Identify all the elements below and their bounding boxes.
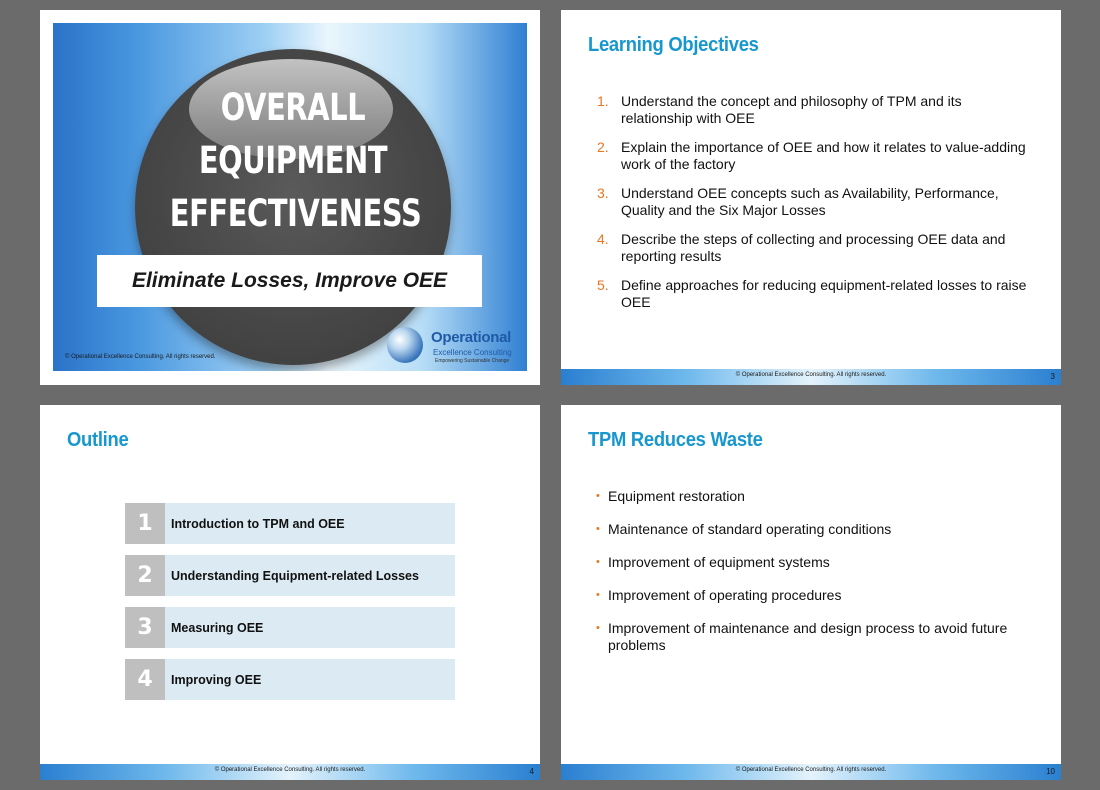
item-number: 5.: [597, 277, 609, 293]
list-item: [596, 620, 1036, 654]
cover-subtitle: Eliminate Losses, Improve OEE: [131, 269, 448, 292]
slide-footer: [561, 369, 1061, 385]
objectives-list: [597, 93, 1029, 323]
item-text: Maintenance of standard operating conditions: [608, 521, 892, 537]
item-number: 4.: [597, 231, 609, 247]
outline-number: 2: [125, 555, 165, 596]
globe-icon: [387, 327, 423, 363]
slide-title: TPM Reduces Waste: [588, 429, 763, 451]
list-item: [597, 139, 1029, 173]
outline-label: Introduction to TPM and OEE: [171, 516, 345, 531]
item-text: Define approaches for reducing equipment-related losses to raise OEE: [621, 277, 1027, 310]
item-number: 3.: [597, 185, 609, 201]
list-item: [597, 93, 1029, 127]
page-number: 10: [1046, 767, 1055, 776]
item-number: 2.: [597, 139, 609, 155]
cover-background: [53, 23, 527, 371]
outline-list: [125, 503, 455, 711]
bullet-icon: •: [596, 490, 600, 502]
slide-thumbnail-10[interactable]: [561, 405, 1061, 780]
page-number: 4: [529, 767, 534, 776]
item-text: Equipment restoration: [608, 488, 745, 504]
outline-item: [125, 503, 455, 544]
logo-tagline: Empowering Sustainable Change: [435, 358, 510, 364]
company-logo: [385, 325, 525, 369]
subtitle-box: [97, 255, 482, 307]
item-number: 1.: [597, 93, 609, 109]
outline-item: [125, 555, 455, 596]
slide-footer: [561, 764, 1061, 780]
cover-copyright: © Operational Excellence Consulting. All rights reserved.: [65, 354, 216, 360]
list-item: [596, 587, 1036, 604]
item-text: Understand the concept and philosophy of TPM and its relationship with OEE: [621, 93, 962, 126]
logo-subname: Excellence Consulting: [433, 348, 512, 357]
cover-title-line-2: EQUIPMENT: [198, 139, 388, 182]
cover-title-line-3: EFFECTIVENESS: [169, 192, 422, 235]
cover-title-line-1: OVERALL: [220, 86, 366, 129]
footer-copyright: © Operational Excellence Consulting. All rights reserved.: [214, 767, 366, 773]
item-text: Improvement of operating procedures: [608, 587, 842, 603]
outline-number: 1: [125, 503, 165, 544]
item-text: Explain the importance of OEE and how it relates to value-adding work of the factory: [621, 139, 1026, 172]
outline-label: Improving OEE: [171, 672, 262, 687]
bullet-icon: •: [596, 556, 600, 568]
slide-thumbnail-3[interactable]: [561, 10, 1061, 385]
outline-number: 4: [125, 659, 165, 700]
outline-label: Measuring OEE: [171, 620, 264, 635]
logo-name: Operational: [431, 329, 512, 346]
outline-item: [125, 607, 455, 648]
slide-thumbnail-4[interactable]: [40, 405, 540, 780]
item-text: Improvement of maintenance and design process to avoid future problems: [608, 620, 1008, 653]
item-text: Understand OEE concepts such as Availability, Performance, Quality and the Six Major Losses: [621, 185, 999, 218]
bullet-icon: •: [596, 589, 600, 601]
list-item: [596, 554, 1036, 571]
cover-title: [169, 81, 422, 240]
list-item: [596, 521, 1036, 538]
slide-title: Learning Objectives: [588, 34, 759, 56]
outline-number: 3: [125, 607, 165, 648]
footer-copyright: © Operational Excellence Consulting. All rights reserved.: [735, 372, 887, 378]
bullet-icon: •: [596, 622, 600, 634]
bullet-icon: •: [596, 523, 600, 535]
list-item: [597, 185, 1029, 219]
outline-label: Understanding Equipment-related Losses: [171, 568, 419, 583]
list-item: [597, 231, 1029, 265]
slide-footer: [40, 764, 540, 780]
list-item: [596, 488, 1036, 505]
page-number: 3: [1050, 372, 1055, 381]
footer-copyright: © Operational Excellence Consulting. All rights reserved.: [735, 767, 887, 773]
slide-thumbnail-1[interactable]: [40, 10, 540, 385]
slide-title: Outline: [67, 429, 129, 451]
item-text: Describe the steps of collecting and processing OEE data and reporting results: [621, 231, 1006, 264]
list-item: [597, 277, 1029, 311]
outline-item: [125, 659, 455, 700]
item-text: Improvement of equipment systems: [608, 554, 830, 570]
bullet-list: [596, 488, 1036, 670]
